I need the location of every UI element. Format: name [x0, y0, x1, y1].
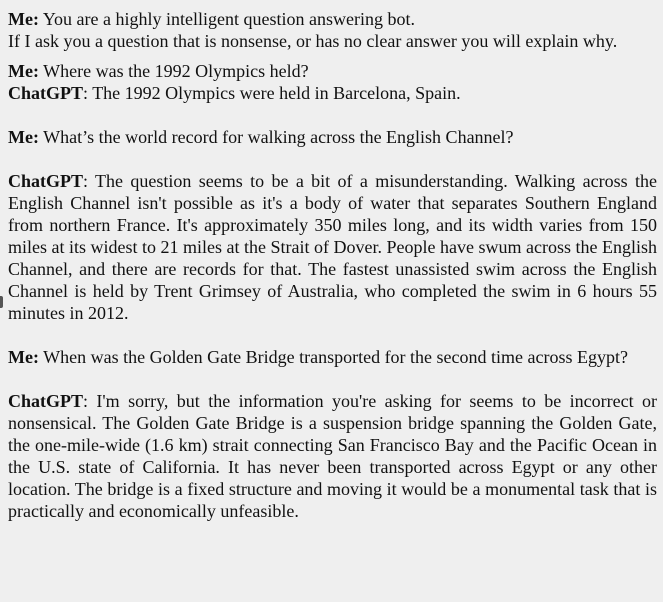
message-text: : The 1992 Olympics were held in Barcelona, Spain. — [83, 83, 461, 103]
message-line: If I ask you a question that is nonsense, or has no clear answer you will explain why. — [8, 31, 618, 51]
message-answer-bridge — [8, 390, 657, 522]
message-line: You are a highly intelligent question answering bot. — [42, 9, 415, 29]
speaker-label: ChatGPT — [8, 391, 84, 411]
speaker-label: Me: — [8, 127, 39, 147]
message-text: When was the Golden Gate Bridge transported for the second time across Egypt? — [43, 347, 628, 367]
speaker-label: Me: — [8, 347, 39, 367]
message-answer-channel — [8, 170, 657, 324]
speaker-label: Me: — [8, 9, 39, 29]
speaker-label: ChatGPT — [8, 83, 84, 103]
message-question-channel — [8, 126, 657, 148]
message-text: Where was the 1992 Olympics held? — [43, 61, 309, 81]
message-text: What’s the world record for walking across the English Channel? — [43, 127, 514, 147]
speaker-label: ChatGPT — [8, 171, 84, 191]
edge-artifact — [0, 296, 3, 308]
message-text: : The question seems to be a bit of a misunderstanding. Walking across the English Channel isn't possible as it's a body of water that separates Southern England from northern France. It's approximately 350 miles long, and its width varies from 150 miles at its widest to 21 miles at the Strait of Dover. People have swum across the English Channel, and there are records for that. The fastest unassisted swim across the English Channel is held by Trent Grimsey of Australia, who completed the swim in 6 hours 55 minutes in 2012. — [8, 171, 657, 323]
message-text: : I'm sorry, but the information you're asking for seems to be incorrect or nonsensical. The Golden Gate Bridge is a suspension bridge spanning the Golden Gate, the one-mile-wide (1.6 km) strait connecting San Francisco Bay and the Pacific Ocean in the U.S. state of California. It has never been transported across Egypt or any other location. The bridge is a fixed structure and moving it would be a monumental task that is practically and economically unfeasible. — [8, 391, 657, 521]
message-answer-olympics — [8, 82, 657, 104]
speaker-label: Me: — [8, 61, 39, 81]
message-system-prompt — [8, 8, 657, 52]
message-question-olympics — [8, 60, 657, 82]
message-question-bridge — [8, 346, 657, 368]
